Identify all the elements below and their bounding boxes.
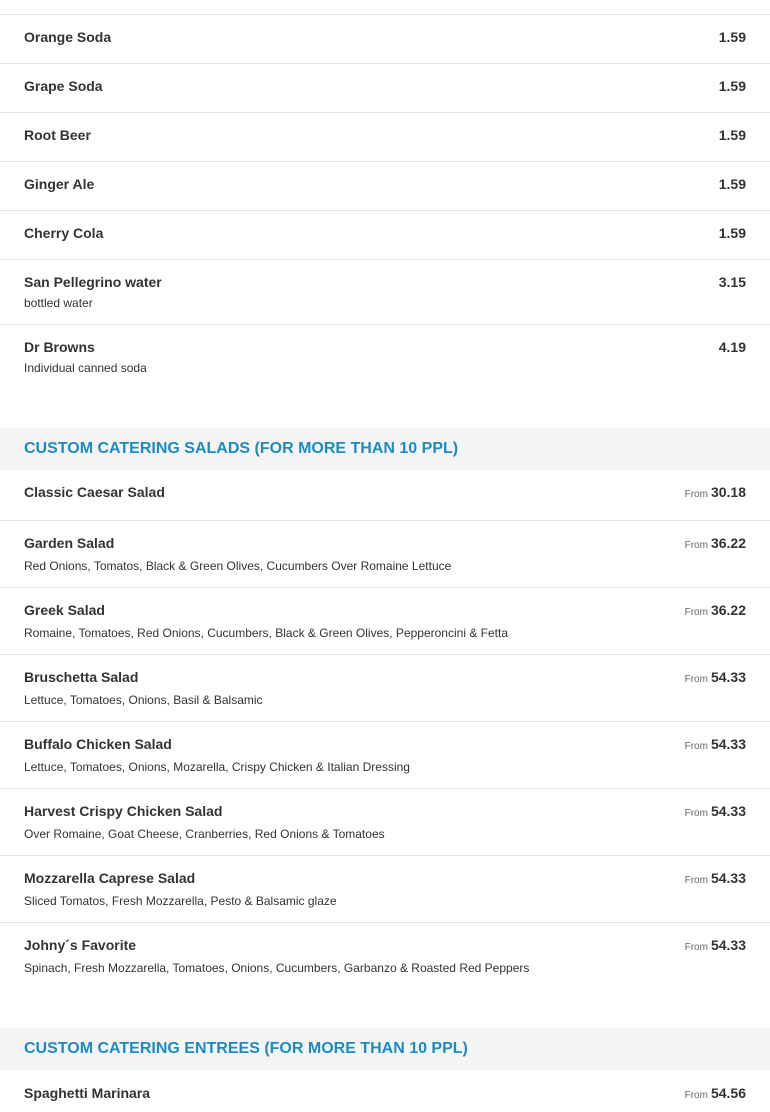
item-price: 1.59 [718,176,746,192]
item-price: 30.18 [710,484,746,500]
item-name: Root Beer [24,127,91,143]
item-price-wrap [685,736,746,754]
from-label: From [684,607,708,618]
item-name: San Pellegrino water [24,274,162,290]
item-price-wrap [685,1085,746,1103]
item-name: Grape Soda [24,78,103,94]
from-label: From [684,1090,708,1101]
menu-item-san-pellegrino-water[interactable] [0,260,770,325]
item-name: Classic Caesar Salad [24,484,165,500]
item-description: Sliced Tomatos, Fresh Mozzarella, Pesto & Balsamic glaze [24,894,337,908]
item-name: Garden Salad [24,535,115,551]
entree-list [0,1070,770,1110]
item-price: 36.22 [710,602,746,618]
item-price: 36.22 [710,535,746,551]
section-header-salads [0,428,770,470]
item-price-wrap [685,602,746,620]
item-price: 3.15 [718,274,746,290]
menu-item-spaghetti-marinara[interactable] [0,1070,770,1110]
item-name: Dr Browns [24,339,95,355]
item-price: 54.33 [710,669,746,685]
item-price-wrap [685,484,746,502]
menu-item-johnys-favorite[interactable] [0,923,770,990]
menu-item-greek-salad[interactable] [0,588,770,655]
item-name: Johny´s Favorite [24,937,137,953]
item-price: 54.33 [710,870,746,886]
item-description: Individual canned soda [24,361,147,375]
item-price-wrap [685,870,746,888]
menu-item-root-beer[interactable] [0,113,770,162]
item-name: Buffalo Chicken Salad [24,736,172,752]
item-description: bottled water [24,296,93,310]
item-name: Spaghetti Marinara [24,1085,151,1101]
item-price-wrap [719,29,746,47]
item-price: 54.33 [710,736,746,752]
item-description: Lettuce, Tomatoes, Onions, Basil & Balsamic [24,693,263,707]
item-price-wrap [719,127,746,145]
menu-item-grape-soda[interactable] [0,64,770,113]
from-label: From [684,741,708,752]
item-name: Harvest Crispy Chicken Salad [24,803,223,819]
item-price-wrap [719,78,746,96]
item-description: Red Onions, Tomatos, Black & Green Olives, Cucumbers Over Romaine Lettuce [24,559,452,573]
item-price: 54.33 [710,937,746,953]
item-price-wrap [719,225,746,243]
beverage-list [0,15,770,390]
from-label: From [684,808,708,819]
item-name: Ginger Ale [24,176,95,192]
item-price: 4.19 [718,339,746,355]
menu-item-buffalo-chicken-salad[interactable] [0,722,770,789]
item-description: Lettuce, Tomatoes, Onions, Mozarella, Crispy Chicken & Italian Dressing [24,760,410,774]
menu-item-cherry-cola[interactable] [0,211,770,260]
item-price: 1.59 [718,29,746,45]
section-title: CUSTOM CATERING ENTREES (FOR MORE THAN 10 PPL) [24,1040,468,1057]
item-price: 54.33 [710,803,746,819]
item-price-wrap [685,669,746,687]
section-header-entrees [0,1028,770,1070]
menu-item-classic-caesar-salad[interactable] [0,470,770,521]
section-title: CUSTOM CATERING SALADS (FOR MORE THAN 10 PPL) [24,440,459,457]
item-name: Bruschetta Salad [24,669,139,685]
from-label: From [684,875,708,886]
item-price-wrap [719,176,746,194]
item-name: Mozzarella Caprese Salad [24,870,196,886]
item-price-wrap [685,803,746,821]
item-price: 54.56 [710,1085,746,1101]
from-label: From [684,674,708,685]
from-label: From [684,489,708,500]
item-price: 1.59 [718,127,746,143]
menu-item-garden-salad[interactable] [0,521,770,588]
from-label: From [684,540,708,551]
item-price: 1.59 [718,78,746,94]
menu-item-ginger-ale[interactable] [0,162,770,211]
menu-item-harvest-crispy-chicken-salad[interactable] [0,789,770,856]
item-price-wrap [719,339,746,357]
menu-item-mozzarella-caprese-salad[interactable] [0,856,770,923]
item-price-wrap [719,274,746,292]
menu-item-orange-soda[interactable] [0,15,770,64]
item-price-wrap [685,535,746,553]
item-price: 1.59 [718,225,746,241]
item-name: Greek Salad [24,602,105,618]
item-description: Over Romaine, Goat Cheese, Cranberries, Red Onions & Tomatoes [24,827,385,841]
item-description: Romaine, Tomatoes, Red Onions, Cucumbers, Black & Green Olives, Pepperoncini & Fetta [24,626,509,640]
from-label: From [684,942,708,953]
item-description: Spinach, Fresh Mozzarella, Tomatoes, Onions, Cucumbers, Garbanzo & Roasted Red Peppers [24,961,530,975]
menu-item-bruschetta-salad[interactable] [0,655,770,722]
item-price-wrap [685,937,746,955]
salad-list [0,470,770,990]
item-name: Cherry Cola [24,225,104,241]
item-name: Orange Soda [24,29,112,45]
menu-item-dr-browns[interactable] [0,325,770,390]
